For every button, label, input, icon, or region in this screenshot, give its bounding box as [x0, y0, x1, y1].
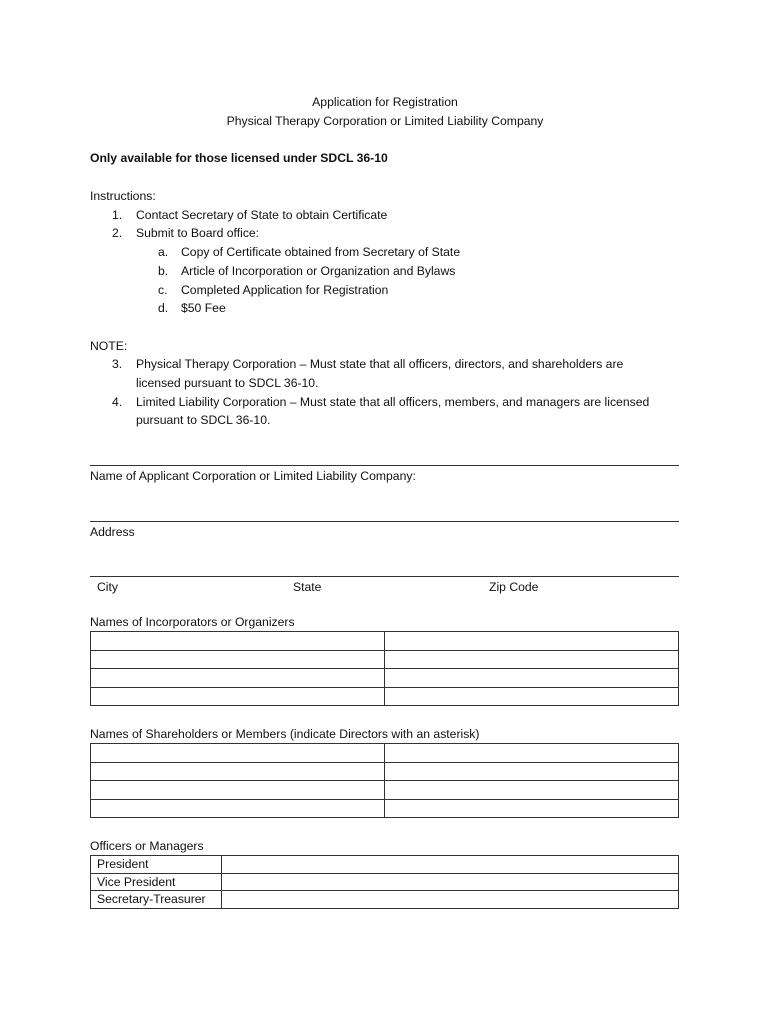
zip-code-label: Zip Code [489, 580, 539, 594]
shareholder-name-cell[interactable] [385, 744, 679, 763]
officer-role-president: President [91, 856, 222, 874]
sub-instruction-item: Article of Incorporation or Organization and Bylaws [181, 264, 456, 278]
city-state-zip-line[interactable] [90, 576, 679, 577]
table-row [91, 781, 679, 800]
sub-instruction-marker: d. [158, 301, 169, 315]
form-title: Application for Registration [312, 95, 458, 109]
table-row [91, 744, 679, 763]
sub-instruction-item: Completed Application for Registration [181, 283, 389, 297]
address-line[interactable] [90, 521, 679, 522]
instruction-item: Contact Secretary of State to obtain Certificate [136, 208, 388, 222]
incorporator-name-cell[interactable] [91, 669, 385, 688]
officer-name-cell[interactable] [222, 873, 679, 891]
state-label: State [293, 580, 322, 594]
table-row [91, 856, 679, 874]
sub-instruction-marker: a. [158, 245, 169, 259]
note-item-line: Limited Liability Corporation – Must state that all officers, members, and managers are licensed [136, 395, 650, 409]
incorporator-name-cell[interactable] [385, 650, 679, 669]
incorporator-name-cell[interactable] [385, 669, 679, 688]
address-label: Address [90, 525, 135, 539]
table-row [91, 762, 679, 781]
table-row [91, 687, 679, 706]
sub-instruction-marker: c. [158, 283, 168, 297]
shareholder-name-cell[interactable] [385, 781, 679, 800]
incorporator-name-cell[interactable] [91, 650, 385, 669]
instruction-marker: 2. [112, 226, 123, 240]
applicant-name-label: Name of Applicant Corporation or Limited Liability Company: [90, 469, 416, 483]
instructions-heading: Instructions: [90, 189, 156, 203]
note-heading: NOTE: [90, 339, 128, 353]
officer-name-cell[interactable] [222, 891, 679, 909]
sub-instruction-item: Copy of Certificate obtained from Secretary of State [181, 245, 461, 259]
officers-label: Officers or Managers [90, 839, 204, 853]
form-subtitle: Physical Therapy Corporation or Limited Liability Company [226, 114, 544, 128]
shareholders-label: Names of Shareholders or Members (indicate Directors with an asterisk) [90, 727, 480, 741]
applicant-name-line[interactable] [90, 465, 679, 466]
shareholder-name-cell[interactable] [385, 799, 679, 818]
incorporators-table [90, 631, 679, 706]
incorporator-name-cell[interactable] [385, 687, 679, 706]
shareholder-name-cell[interactable] [91, 799, 385, 818]
incorporator-name-cell[interactable] [91, 632, 385, 651]
shareholders-table [90, 743, 679, 818]
table-row [91, 873, 679, 891]
incorporator-name-cell[interactable] [91, 687, 385, 706]
shareholder-name-cell[interactable] [91, 781, 385, 800]
note-marker: 4. [112, 395, 123, 409]
note-item-line: Physical Therapy Corporation – Must state that all officers, directors, and shareholders are [136, 357, 624, 371]
officer-name-cell[interactable] [222, 856, 679, 874]
officer-role-vice-president: Vice President [91, 873, 222, 891]
officers-table [90, 855, 679, 909]
instruction-item: Submit to Board office: [136, 226, 260, 240]
shareholder-name-cell[interactable] [91, 762, 385, 781]
incorporators-label: Names of Incorporators or Organizers [90, 615, 295, 629]
shareholder-name-cell[interactable] [385, 762, 679, 781]
incorporator-name-cell[interactable] [385, 632, 679, 651]
note-item-line: licensed pursuant to SDCL 36-10. [136, 376, 319, 390]
city-label: City [97, 580, 118, 594]
instruction-marker: 1. [112, 208, 123, 222]
note-marker: 3. [112, 357, 123, 371]
eligibility-note: Only available for those licensed under SDCL 36-10 [90, 151, 388, 165]
sub-instruction-item: $50 Fee [181, 301, 226, 315]
sub-instruction-marker: b. [158, 264, 169, 278]
table-row [91, 891, 679, 909]
table-row [91, 799, 679, 818]
table-row [91, 669, 679, 688]
note-item-line: pursuant to SDCL 36-10. [136, 413, 271, 427]
officer-role-secretary-treasurer: Secretary-Treasurer [91, 891, 222, 909]
table-row [91, 632, 679, 651]
table-row [91, 650, 679, 669]
shareholder-name-cell[interactable] [91, 744, 385, 763]
